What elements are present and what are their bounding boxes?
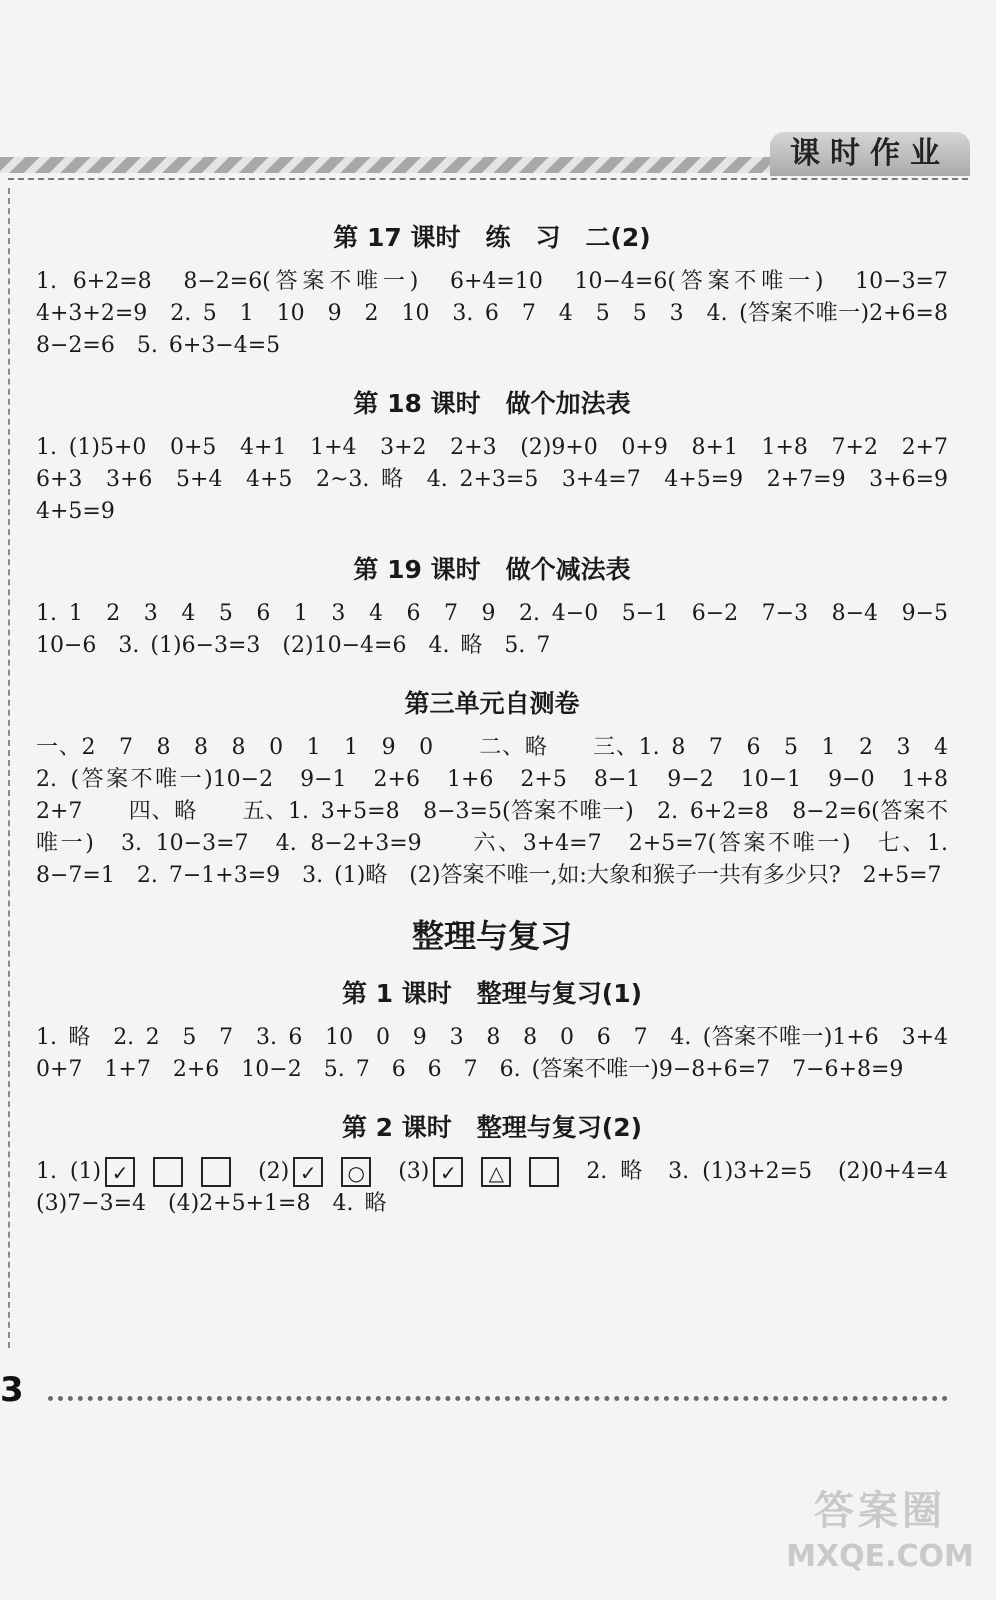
lesson-19-title: 第 19 课时 做个减法表 [353, 555, 631, 584]
review-2-q1-3-label: (3) [398, 1159, 430, 1184]
lesson-17-title: 第 17 课时 练 习 二(2) [333, 223, 651, 252]
watermark-bottom-text: MXQE.COM [786, 1539, 974, 1574]
header-tab-title: 课时作业 [770, 132, 970, 176]
answer-content [36, 210, 971, 1234]
header-dashed-rule [8, 178, 968, 180]
review-2-title: 第 2 课时 整理与复习(2) [341, 1113, 643, 1142]
unit-3-test-answer: 一、2 7 8 8 8 0 1 1 9 0 二、略 三、1. 8 7 6 5 1 2 3 4 2. (答案不唯一)10−2 9−1 2+6 1+6 2+5 8−1 9−2 10−1 9−0 1+8 2+7 四、略 五、1. 3+5=8 8−3=5(答案不唯一) 2. 6+2=8 8−2=6(答案不唯一) 3. 10−3=7 4. 8−2+3=9 六、3+4=7 2+5=7(答案不唯一) 七、1. 8−7=1 2. 7−1+3=9 3. (1)略 (2)答案不唯一,如:大象和猴子一共有多少只? 2+5=7 [36, 735, 971, 888]
unit-3-test-title: 第三单元自测卷 [404, 689, 580, 718]
check-box-checked: ✓ [105, 1157, 135, 1187]
lesson-18-answer: 1. (1)5+0 0+5 4+1 1+4 3+2 2+3 (2)9+0 0+9 8+1 1+8 7+2 2+7 6+3 3+6 5+4 4+5 2~3. 略 4. 2+3=5 3+4=7 4+5=9 2+7=9 3+6=9 4+5=9 [36, 435, 971, 524]
review-2-answer [36, 1156, 971, 1220]
footer-dotted-rule [48, 1396, 948, 1401]
empty-box [529, 1157, 559, 1187]
check-box-checked: ✓ [293, 1157, 323, 1187]
header-stripe-band [0, 157, 770, 173]
lesson-18-title: 第 18 课时 做个加法表 [353, 389, 631, 418]
empty-box [201, 1157, 231, 1187]
page-header [0, 0, 996, 200]
review-1-title: 第 1 课时 整理与复习(1) [341, 979, 643, 1008]
triangle-box: △ [481, 1157, 511, 1187]
review-part-title: 整理与复习 [411, 917, 572, 955]
review-2-q1-2-label: (2) [258, 1159, 290, 1184]
lesson-17-answer: 1. 6+2=8 8−2=6(答案不唯一) 6+4=10 10−4=6(答案不唯一) 10−3=7 4+3+2=9 2. 5 1 10 9 2 10 3. 6 7 4 5 5 3 4. (答案不唯一)2+6=8 8−2=6 5. 6+3−4=5 [36, 269, 971, 358]
review-1-answer: 1. 略 2. 2 5 7 3. 6 10 0 9 3 8 8 0 6 7 4. (答案不唯一)1+6 3+4 0+7 1+7 2+6 10−2 5. 7 6 6 7 6. (答案不唯一)9−8+6=7 7−6+8=9 [36, 1025, 971, 1082]
circle-box: ○ [341, 1157, 371, 1187]
left-margin-rule [8, 188, 10, 1348]
watermark-top-text: 答案圈 [814, 1488, 946, 1534]
page-number: 3 [0, 1370, 24, 1410]
review-2-rest-answer: 2. 略 3. (1)3+2=5 (2)0+4=4 (3)7−3=4 (4)2+5+1=8 4. 略 [36, 1159, 971, 1216]
lesson-19-answer: 1. 1 2 3 4 5 6 1 3 4 6 7 9 2. 4−0 5−1 6−2 7−3 8−4 9−5 10−6 3. (1)6−3=3 (2)10−4=6 4. 略 5. 7 [36, 601, 971, 658]
check-box-checked: ✓ [433, 1157, 463, 1187]
page-footer [0, 1360, 996, 1420]
watermark-logo [780, 1485, 980, 1585]
empty-box [153, 1157, 183, 1187]
review-2-q1-label: 1. (1) [36, 1159, 102, 1184]
